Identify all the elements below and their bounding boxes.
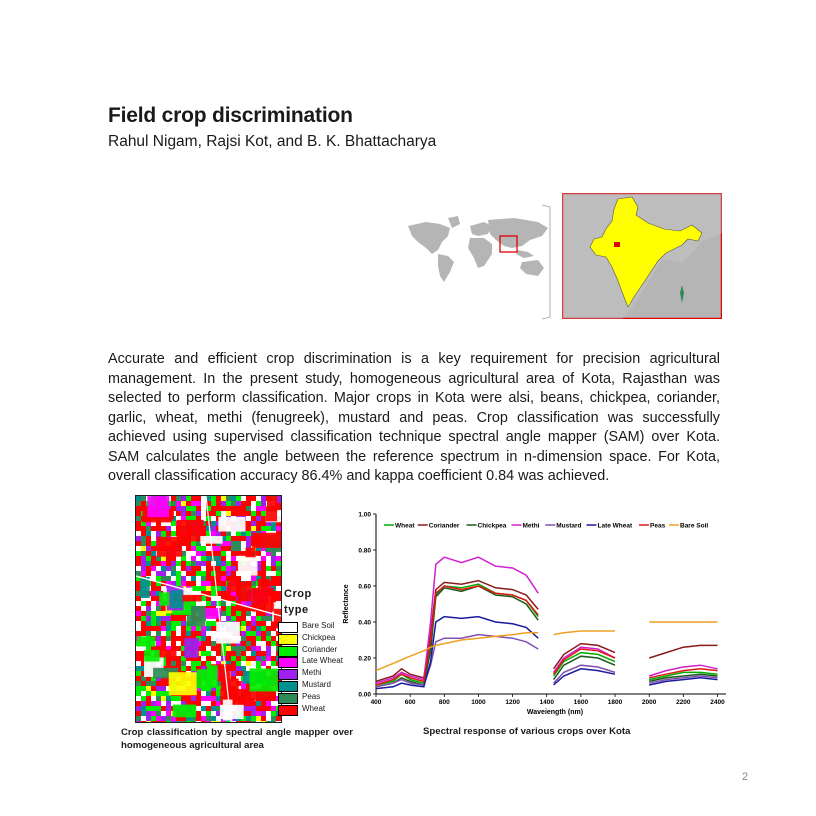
chart-legend-coriander <box>418 523 460 530</box>
authors: Rahul Nigam, Rajsi Kot, and B. K. Bhattacharya <box>108 133 437 150</box>
legend-label-mustard: Mustard <box>302 680 331 689</box>
y-axis-label: Reflectance <box>343 584 350 624</box>
legend-swatch-late-wheat <box>278 657 298 668</box>
x-tick-label: 1000 <box>471 699 486 706</box>
legend-swatch-bare-soil <box>278 622 298 633</box>
crop-classification-map <box>135 495 282 723</box>
legend-swatch-chickpea <box>278 634 298 645</box>
series-line <box>554 665 615 683</box>
x-tick-label: 800 <box>438 699 450 706</box>
y-tick-label: 1.00 <box>358 511 371 519</box>
legend-text: Mustard <box>556 522 582 530</box>
legend-text: Wheat <box>395 522 415 530</box>
legend-label-coriander: Coriander <box>302 644 338 654</box>
legend-text: Methi <box>522 522 540 530</box>
legend-title-line1: Crop <box>284 588 312 600</box>
classification-caption: Crop classification by spectral angle mapper over homogeneous agricultural area <box>121 727 353 751</box>
x-tick-label: 600 <box>404 699 416 706</box>
chart-legend-late-wheat <box>587 523 634 530</box>
x-tick-label: 2200 <box>676 699 691 706</box>
classification-fields <box>136 496 281 722</box>
legend-title-line2: type <box>284 604 309 616</box>
india-location-map <box>562 193 722 319</box>
x-tick-label: 1200 <box>505 699 520 706</box>
legend-text: Coriander <box>428 522 460 530</box>
legend-swatch-peas <box>278 693 298 704</box>
legend-text: Late Wheat <box>597 522 633 530</box>
chart-legend-chickpea <box>467 523 507 530</box>
x-tick-label: 1600 <box>573 699 589 706</box>
legend-label-wheat: Wheat <box>302 703 326 713</box>
series-line <box>376 586 538 687</box>
legend-swatch-methi <box>278 669 298 680</box>
series-line <box>649 645 717 658</box>
legend-swatch-coriander <box>278 646 298 657</box>
y-tick-label: 0.20 <box>358 655 371 663</box>
legend-swatch-wheat <box>278 705 298 716</box>
x-tick-label: 2000 <box>641 699 657 706</box>
spectral-response-chart <box>330 500 730 722</box>
legend-label-methi: Methi <box>302 668 322 678</box>
y-tick-label: 0.80 <box>358 547 371 555</box>
chart-legend-mustard <box>545 523 581 530</box>
x-tick-label: 1800 <box>607 699 623 706</box>
legend-label-bare-soil: Bare Soil <box>302 621 335 630</box>
chart-legend-bare-soil <box>669 523 708 530</box>
y-tick-label: 0.40 <box>358 619 371 627</box>
map-connector <box>540 203 562 321</box>
page-title: Field crop discrimination <box>108 104 353 127</box>
chart-legend-wheat <box>384 523 415 530</box>
world-location-map <box>404 206 554 286</box>
x-tick-label: 1400 <box>539 699 554 706</box>
x-tick-label: 400 <box>370 699 382 706</box>
legend-text: Bare Soil <box>680 522 709 530</box>
legend-text: Peas <box>650 522 666 530</box>
y-tick-label: 0.60 <box>358 583 371 591</box>
x-axis-label: Waveiength (nm) <box>526 709 584 716</box>
series-line <box>376 557 538 683</box>
legend-label-peas: Peas <box>302 691 321 701</box>
series-line <box>554 631 615 635</box>
legend-label-chickpea: Chickpea <box>302 632 336 642</box>
legend-label-late-wheat: Late Wheat <box>302 656 343 666</box>
abstract-paragraph: Accurate and efficient crop discrimination is a key requirement for precision agricultural management. In the present study, homogeneous agricultural area of Kota, Rajasthan was selected to perform classification. Major crops in Kota were alsi, beans, chickpea, coriander, garlic, wheat, methi (fenugreek), mustard and peas. Crop classification was successfully achieved using supervised classification technique spectral angle mapper (SAM) over Kota. SAM calculates the angle between the reference spectrum in n-dimension space. For Kota, overall classification accuracy 86.4% and kappa coefficient 0.84 was achieved. <box>108 351 720 484</box>
legend-swatch-mustard <box>278 681 298 692</box>
x-tick-label: 2400 <box>710 699 725 706</box>
chart-caption: Spectral response of various crops over Kota <box>423 726 631 737</box>
legend-text: Chickpea <box>477 522 507 530</box>
page-number: 2 <box>742 771 749 783</box>
chart-legend-methi <box>512 523 540 530</box>
chart-legend-peas <box>639 523 666 530</box>
series-line <box>554 669 615 685</box>
y-tick-label: 0.00 <box>358 691 371 699</box>
